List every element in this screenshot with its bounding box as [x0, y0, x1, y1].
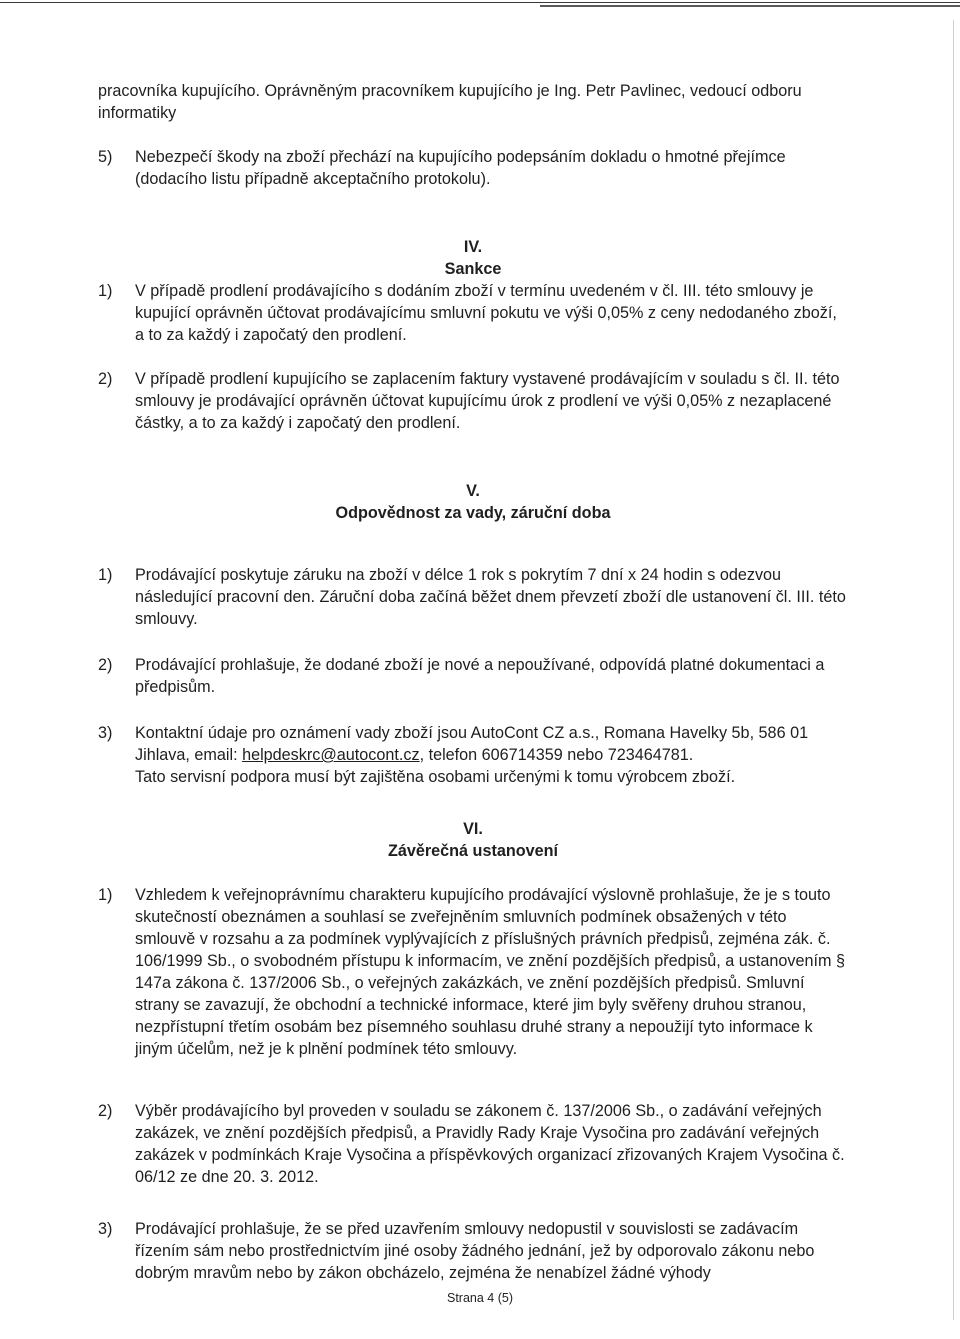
- list-item-contact: [98, 722, 848, 788]
- item-number: 5): [98, 148, 113, 166]
- email-link[interactable]: helpdeskrc@autocont.cz: [242, 746, 420, 764]
- list-item: [98, 280, 848, 346]
- list-item: [98, 146, 848, 190]
- section-heading-vi: [98, 818, 848, 862]
- section-number: V.: [466, 482, 480, 500]
- section-title: Závěrečná ustanovení: [387, 842, 559, 860]
- item-number: 3): [98, 724, 113, 742]
- item-number: 1): [98, 566, 113, 584]
- scan-line: [0, 2, 960, 3]
- item-number: 1): [98, 886, 113, 904]
- contact-phone-text: , telefon 606714359 nebo 723464781.: [419, 746, 694, 764]
- item-text: Prodávající prohlašuje, že se před uzavřením smlouvy nedopustil v souvislosti se zadávacím řízením sám nebo prostřednictvím jiné osoby žádného jednání, jež by odporovalo zákonu nebo dobrým mravům nebo by zákon obcházelo, zejména že nenabízel žádné výhody: [135, 1220, 815, 1282]
- item-text: V případě prodlení prodávajícího s dodáním zboží v termínu uvedeném v čl. III. této smlouvy je kupující oprávněn účtovat prodávajícímu smluvní pokutu ve výši 0,05% z ceny nedodaného zboží, a to za každý i započatý den prodlení.: [135, 282, 837, 344]
- item-text: Nebezpečí škody na zboží přechází na kupujícího podepsáním dokladu o hmotné přejímce (dodacího listu případně akceptačního protokolu).: [135, 148, 786, 188]
- list-item: [98, 368, 848, 434]
- item-number: 3): [98, 1220, 113, 1238]
- item-number: 2): [98, 1102, 113, 1120]
- document-page: [98, 80, 848, 1284]
- item-text: Výběr prodávajícího byl proveden v souladu se zákonem č. 137/2006 Sb., o zadávání veřejných zakázek, ve znění pozdějších předpisů, a Pravidly Rady Kraje Vysočina pro zadávání veřejných zakázek v podmínkách Kraje Vysočina a příspěvkových organizací zřizovaných Krajem Vysočina č. 06/12 ze dne 20. 3. 2012.: [135, 1102, 845, 1186]
- intro-paragraph: pracovníka kupujícího. Oprávněným pracovníkem kupujícího je Ing. Petr Pavlinec, vedoucí odboru informatiky: [98, 82, 802, 122]
- list-item: [98, 1100, 848, 1188]
- section-heading-v: [98, 480, 848, 524]
- section-title: Odpovědnost za vady, záruční doba: [335, 504, 611, 522]
- item-text: V případě prodlení kupujícího se zaplacením faktury vystavené prodávajícím v souladu s čl. II. této smlouvy je prodávající oprávněn účtovat kupujícímu úrok z prodlení ve výši 0,05% z nezaplacené částky, a to za každý i započatý den prodlení.: [135, 370, 840, 432]
- scan-line: [540, 5, 960, 7]
- section-number: VI.: [463, 820, 483, 838]
- item-text: Prodávající prohlašuje, že dodané zboží je nové a nepoužívané, odpovídá platné dokumentaci a předpisům.: [135, 656, 825, 696]
- list-item: [98, 884, 848, 1060]
- scan-edge-right: [953, 20, 954, 1320]
- item-number: 1): [98, 282, 113, 300]
- item-text: Prodávající poskytuje záruku na zboží v délce 1 rok s pokrytím 7 dní x 24 hodin s odezvou následující pracovní den. Záruční doba začíná běžet dnem převzetí zboží dle ustanovení čl. III. této smlouvy.: [135, 566, 846, 628]
- contact-note: Tato servisní podpora musí být zajištěna osobami určenými k tomu výrobcem zboží.: [135, 768, 736, 786]
- section-title: Sankce: [444, 260, 502, 278]
- contact-text: Kontaktní údaje pro oznámení vady zboží jsou AutoCont CZ a.s., Romana Havelky 5b, 586 01 Jihlava, email:: [135, 724, 809, 764]
- item-number: 2): [98, 370, 113, 388]
- list-item: [98, 654, 848, 698]
- item-text: [135, 722, 848, 788]
- item-text: Vzhledem k veřejnoprávnímu charakteru kupujícího prodávající výslovně prohlašuje, že je s touto skutečností obeznámen a souhlasí se zveřejněním smluvních podmínek obsažených v této smlouvě v rozsahu a za podmínek vyplývajících z příslušných právních předpisů, zejména zák. č. 106/1999 Sb., o svobodném přístupu k informacím, ve znění pozdějších předpisů, a ustanovením § 147a zákona č. 137/2006 Sb., o veřejných zakázkách, ve znění pozdějších předpisů. Smluvní strany se zavazují, že obchodní a technické informace, které jim byly svěřeny druhou stranou, nezpřístupní třetím osobám bez písemného souhlasu druhé strany a nepoužijí tyto informace k jiným účelům, než je k plnění podmínek této smlouvy.: [135, 886, 845, 1058]
- list-item: [98, 564, 848, 630]
- section-heading-iv: [98, 236, 848, 280]
- item-number: 2): [98, 656, 113, 674]
- list-item: [98, 1218, 848, 1284]
- scan-edge-top: [0, 0, 960, 10]
- section-number: IV.: [463, 238, 483, 256]
- page-number: Strana 4 (5): [446, 1291, 513, 1305]
